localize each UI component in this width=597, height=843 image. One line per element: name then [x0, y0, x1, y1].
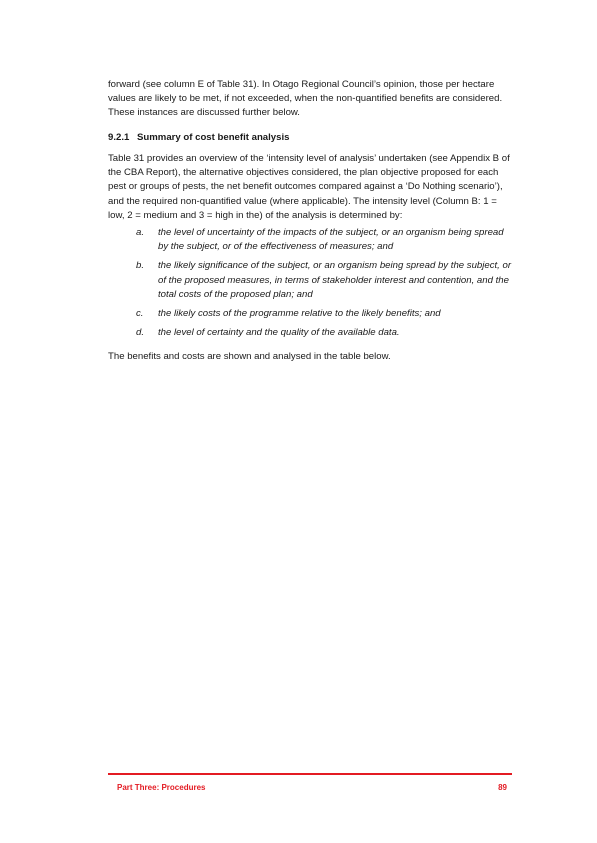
- closing-paragraph: The benefits and costs are shown and analysed in the table below.: [108, 351, 391, 362]
- criteria-text: the likely costs of the programme relative to the likely benefits; and: [158, 308, 441, 320]
- footer-divider: [108, 773, 512, 775]
- criteria-marker: d.: [136, 327, 145, 339]
- section-heading: [108, 131, 289, 145]
- criteria-marker: a.: [136, 227, 145, 238]
- footer-page-number: 89: [498, 783, 507, 792]
- criteria-text: the likely significance of the subject, or an organism being spread by the subject, or of the proposed measures, in terms of stakeholder interest and contention, and the total costs of the proposed plan; and: [158, 260, 512, 300]
- overview-paragraph: Table 31 provides an overview of the ‘intensity level of analysis’ undertaken (see Appendix B of the CBA Report), the alternative objectives considered, the plan objective proposed for each pest or groups of pests, the net benefit outcomes compared against a ‘Do Nothing scenario’), and the required non-quantified value (where applicable). The intensity level (Column B: 1 = low, 2 = medium and 3 = high in the) of the analysis is determined by:: [108, 153, 510, 221]
- intro-paragraph: forward (see column E of Table 31). In Otago Regional Council’s opinion, those per hectare values are likely to be met, if not exceeded, when the non-quantified benefits are considered. These instances are discussed further below.: [108, 79, 503, 119]
- criteria-marker: c.: [136, 308, 144, 320]
- criteria-text: the level of certainty and the quality of the available data.: [158, 327, 400, 339]
- criteria-marker: b.: [136, 260, 145, 272]
- criteria-text: the level of uncertainty of the impacts of the subject, or an organism being spread by the subject, or of the effectiveness of measures; and: [158, 227, 504, 253]
- criteria-item: [108, 326, 512, 340]
- footer-section-label: Part Three: Procedures: [117, 783, 206, 792]
- criteria-item: [108, 307, 512, 321]
- criteria-item: [108, 226, 512, 254]
- section-number: 9.2.1: [108, 132, 130, 143]
- section-title: Summary of cost benefit analysis: [137, 132, 290, 143]
- criteria-item: [108, 259, 512, 302]
- criteria-list: [108, 226, 512, 345]
